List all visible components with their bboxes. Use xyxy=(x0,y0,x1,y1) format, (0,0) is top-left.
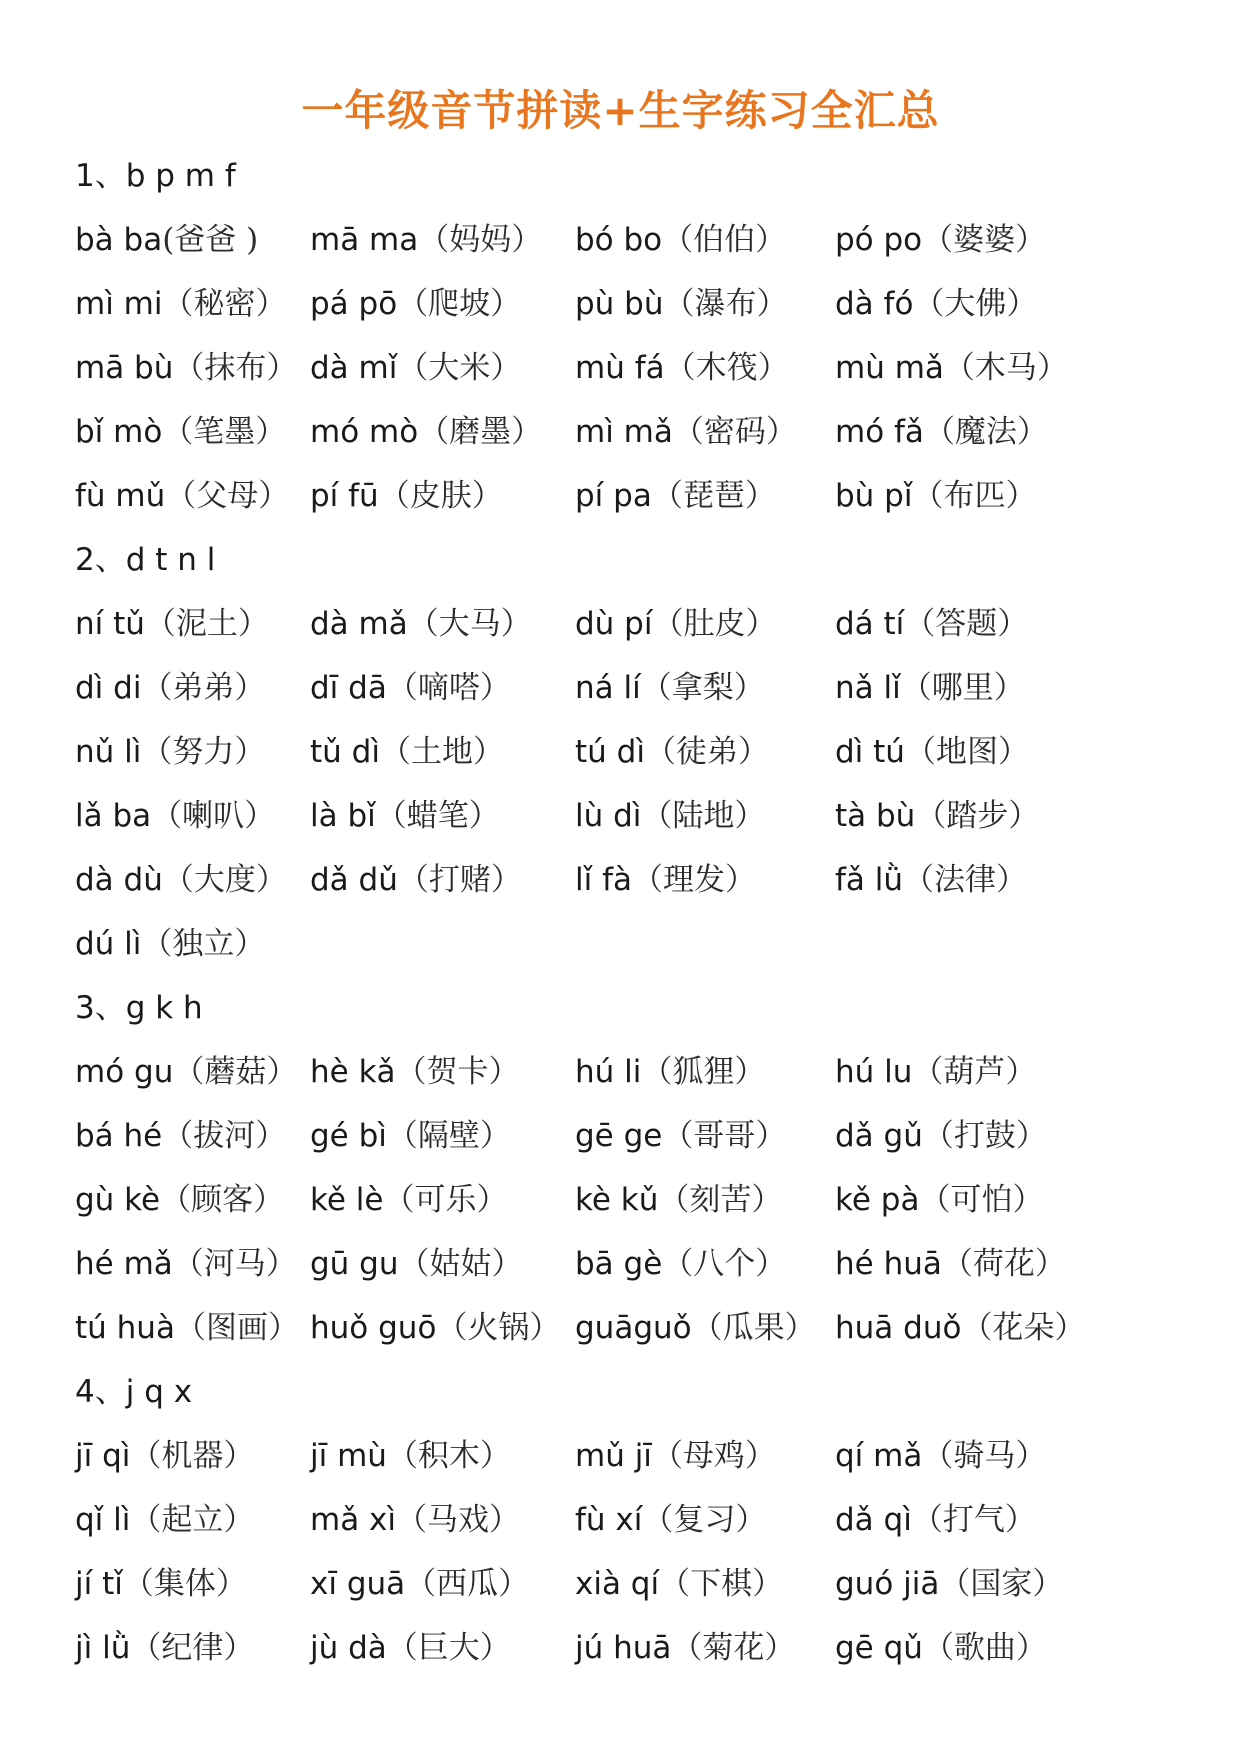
hanzi-text: （弟弟） xyxy=(141,670,266,706)
hanzi-text: （泥土） xyxy=(144,606,269,642)
pinyin-text: mì mi xyxy=(75,286,163,322)
hanzi-text: （魔法） xyxy=(923,414,1048,450)
word-entry xyxy=(835,1242,1066,1286)
hanzi-text: （琵琶） xyxy=(651,478,776,514)
word-entry xyxy=(835,282,1037,326)
hanzi-text: （马戏） xyxy=(396,1502,521,1538)
hanzi-text: （荷花） xyxy=(941,1246,1066,1282)
word-entry xyxy=(575,218,786,262)
pinyin-text: hé mǎ xyxy=(75,1246,173,1282)
section-heading: 4、j q x xyxy=(75,1374,193,1410)
pinyin-text: gē ge xyxy=(575,1118,663,1154)
word-entry xyxy=(310,794,500,838)
hanzi-text: （答题） xyxy=(904,606,1029,642)
word-entry xyxy=(310,282,521,326)
hanzi-text: （姑姑） xyxy=(398,1246,523,1282)
word-row xyxy=(75,730,1195,774)
pinyin-text: tà bù xyxy=(835,798,916,834)
word-entry xyxy=(835,794,1039,838)
word-row xyxy=(75,1498,1195,1542)
word-entry xyxy=(310,410,542,454)
word-entry xyxy=(75,1050,297,1094)
pinyin-text: mā bù xyxy=(75,350,174,386)
pinyin-text: hé huā xyxy=(835,1246,942,1282)
pinyin-text: tú dì xyxy=(575,734,645,770)
word-row xyxy=(75,1434,1195,1478)
word-entry xyxy=(835,666,1025,710)
hanzi-text: （大度） xyxy=(162,862,287,898)
section-heading: 1、b p m f xyxy=(75,158,236,194)
pinyin-text: mā ma xyxy=(310,222,419,258)
word-entry xyxy=(75,410,286,454)
pinyin-text: dà fó xyxy=(835,286,914,322)
hanzi-text: （隔壁） xyxy=(386,1118,511,1154)
word-entry xyxy=(75,1306,299,1350)
hanzi-text: （拿梨） xyxy=(640,670,765,706)
pinyin-text: fù xí xyxy=(575,1502,643,1538)
hanzi-text: （复习） xyxy=(642,1502,767,1538)
word-entry xyxy=(835,730,1029,774)
word-entry xyxy=(835,1434,1046,1478)
hanzi-text: （蜡笔） xyxy=(375,798,500,834)
hanzi-text: （婆婆） xyxy=(922,222,1047,258)
pinyin-text: mó mò xyxy=(310,414,419,450)
word-row xyxy=(75,922,1195,966)
word-entry xyxy=(310,858,522,902)
hanzi-text: （独立） xyxy=(141,926,266,962)
hanzi-text: （歌曲） xyxy=(922,1630,1047,1666)
pinyin-text: hú lu xyxy=(835,1054,913,1090)
hanzi-text: （皮肤） xyxy=(378,478,503,514)
word-entry xyxy=(575,858,756,902)
pinyin-text: nǔ lì xyxy=(75,734,142,770)
word-entry xyxy=(75,666,265,710)
pinyin-text: guó jiā xyxy=(835,1566,940,1602)
word-row xyxy=(75,1562,1195,1606)
hanzi-text: （努力） xyxy=(141,734,266,770)
word-entry xyxy=(575,282,788,326)
hanzi-text: （瓜果） xyxy=(691,1310,816,1346)
word-entry xyxy=(835,1178,1043,1222)
hanzi-text: （木筏） xyxy=(664,350,789,386)
hanzi-text: （西瓜） xyxy=(405,1566,530,1602)
pinyin-text: tǔ dì xyxy=(310,734,380,770)
hanzi-text: （陆地） xyxy=(641,798,766,834)
word-entry xyxy=(310,346,521,390)
pinyin-text: nǎ lǐ xyxy=(835,670,901,706)
word-entry xyxy=(310,1178,507,1222)
word-row xyxy=(75,1626,1195,1670)
pinyin-text: jì lǜ xyxy=(75,1630,131,1666)
word-entry xyxy=(310,730,504,774)
pinyin-text: dī dā xyxy=(310,670,387,706)
pinyin-text: dú lì xyxy=(75,926,142,962)
pinyin-text: pí pa xyxy=(575,478,652,514)
hanzi-text: （打鼓） xyxy=(922,1118,1047,1154)
hanzi-text: （肚皮） xyxy=(652,606,777,642)
word-entry xyxy=(75,218,258,262)
word-entry xyxy=(75,602,269,646)
hanzi-text: （火锅） xyxy=(436,1310,561,1346)
word-entry xyxy=(75,1178,284,1222)
hanzi-text: （伯伯） xyxy=(662,222,787,258)
pinyin-text: gē qǔ xyxy=(835,1630,923,1666)
pinyin-text: mó fǎ xyxy=(835,414,924,450)
word-entry xyxy=(310,666,511,710)
hanzi-text: （花朵） xyxy=(961,1310,1086,1346)
hanzi-text: （国家） xyxy=(939,1566,1064,1602)
word-entry xyxy=(310,218,542,262)
word-entry xyxy=(75,730,265,774)
word-entry xyxy=(310,1626,511,1670)
pinyin-text: xià qí xyxy=(575,1566,660,1602)
word-entry xyxy=(75,474,289,518)
pinyin-text: gé bì xyxy=(310,1118,387,1154)
hanzi-text: （徒弟） xyxy=(644,734,769,770)
pinyin-text: dà mǎ xyxy=(310,606,408,642)
pinyin-text: gù kè xyxy=(75,1182,161,1218)
word-entry xyxy=(310,1306,560,1350)
hanzi-text: （河马） xyxy=(172,1246,297,1282)
hanzi-text: （布匹） xyxy=(912,478,1037,514)
word-row xyxy=(75,346,1195,390)
word-entry xyxy=(835,1306,1085,1350)
hanzi-text: （刻苦） xyxy=(658,1182,783,1218)
hanzi-text: （土地） xyxy=(379,734,504,770)
word-entry xyxy=(310,474,503,518)
hanzi-text: （母鸡） xyxy=(651,1438,776,1474)
pinyin-text: fǎ lǜ xyxy=(835,862,904,898)
word-entry xyxy=(575,1178,782,1222)
word-entry xyxy=(575,1114,786,1158)
pinyin-text: dà mǐ xyxy=(310,350,398,386)
hanzi-text: （积木） xyxy=(386,1438,511,1474)
word-entry xyxy=(835,1498,1036,1542)
hanzi-text: （打赌） xyxy=(397,862,522,898)
pinyin-text: qǐ lì xyxy=(75,1502,131,1538)
word-entry xyxy=(75,1114,286,1158)
pinyin-text: pù bù xyxy=(575,286,664,322)
hanzi-text: （哥哥） xyxy=(662,1118,787,1154)
word-entry xyxy=(575,1498,766,1542)
hanzi-text: （菊花） xyxy=(671,1630,796,1666)
word-entry xyxy=(75,1626,254,1670)
word-entry xyxy=(575,1306,816,1350)
word-row xyxy=(75,858,1195,902)
hanzi-text: （密码） xyxy=(672,414,797,450)
pinyin-text: dǎ qì xyxy=(835,1502,912,1538)
hanzi-text: （爬坡） xyxy=(397,286,522,322)
word-entry xyxy=(575,410,797,454)
hanzi-text: （瀑布） xyxy=(663,286,788,322)
word-entry xyxy=(575,666,765,710)
hanzi-text: （集体） xyxy=(122,1566,247,1602)
hanzi-text: （秘密） xyxy=(162,286,287,322)
hanzi-text: (爸爸 ) xyxy=(162,222,259,258)
pinyin-text: mǎ xì xyxy=(310,1502,397,1538)
pinyin-text: dì tú xyxy=(835,734,905,770)
hanzi-text: （可怕） xyxy=(919,1182,1044,1218)
word-entry xyxy=(575,1626,795,1670)
pinyin-text: dá tí xyxy=(835,606,905,642)
word-row xyxy=(75,666,1195,710)
word-entry xyxy=(75,346,297,390)
hanzi-text: （葫芦） xyxy=(912,1054,1037,1090)
pinyin-text: là bǐ xyxy=(310,798,376,834)
hanzi-text: （拔河） xyxy=(162,1118,287,1154)
pinyin-text: jú huā xyxy=(575,1630,672,1666)
pinyin-text: tú huà xyxy=(75,1310,175,1346)
pinyin-text: dǎ dǔ xyxy=(310,862,398,898)
word-entry xyxy=(835,1562,1063,1606)
hanzi-text: （哪里） xyxy=(900,670,1025,706)
word-entry xyxy=(575,602,776,646)
pinyin-text: xī guā xyxy=(310,1566,406,1602)
word-entry xyxy=(310,1562,529,1606)
word-entry xyxy=(310,1498,520,1542)
pinyin-text: pó po xyxy=(835,222,923,258)
word-entry xyxy=(835,1626,1047,1670)
pinyin-text: mù fá xyxy=(575,350,665,386)
section-heading: 3、g k h xyxy=(75,990,203,1026)
word-entry xyxy=(310,1434,511,1478)
word-row xyxy=(75,282,1195,326)
word-entry xyxy=(575,794,765,838)
word-row xyxy=(75,474,1195,518)
pinyin-text: guāguǒ xyxy=(575,1310,692,1346)
hanzi-text: （踏步） xyxy=(915,798,1040,834)
hanzi-text: （八个） xyxy=(662,1246,787,1282)
hanzi-text: （大米） xyxy=(397,350,522,386)
word-row xyxy=(75,602,1195,646)
word-row xyxy=(75,1050,1195,1094)
hanzi-text: （狐狸） xyxy=(641,1054,766,1090)
hanzi-text: （机器） xyxy=(130,1438,255,1474)
hanzi-text: （下棋） xyxy=(659,1566,784,1602)
word-entry xyxy=(75,1242,297,1286)
pinyin-text: jí tǐ xyxy=(75,1566,123,1602)
pinyin-text: fù mǔ xyxy=(75,478,166,514)
pinyin-text: dǎ gǔ xyxy=(835,1118,923,1154)
pinyin-text: bó bo xyxy=(575,222,663,258)
word-entry xyxy=(75,794,275,838)
hanzi-text: （骑马） xyxy=(922,1438,1047,1474)
word-entry xyxy=(75,1562,247,1606)
pinyin-text: bù pǐ xyxy=(835,478,913,514)
hanzi-text: （妈妈） xyxy=(418,222,543,258)
word-row xyxy=(75,794,1195,838)
word-row xyxy=(75,1242,1195,1286)
pinyin-text: lù dì xyxy=(575,798,642,834)
hanzi-text: （理发） xyxy=(632,862,756,898)
hanzi-text: （嘀嗒） xyxy=(386,670,511,706)
pinyin-text: lǎ ba xyxy=(75,798,152,834)
hanzi-text: （贺卡） xyxy=(395,1054,520,1090)
word-entry xyxy=(835,1050,1036,1094)
hanzi-text: （抹布） xyxy=(173,350,298,386)
word-entry xyxy=(575,474,776,518)
pinyin-text: mì mǎ xyxy=(575,414,673,450)
pinyin-text: bà ba xyxy=(75,222,163,258)
word-entry xyxy=(835,218,1046,262)
word-entry xyxy=(310,1242,523,1286)
hanzi-text: （地图） xyxy=(904,734,1029,770)
hanzi-text: （巨大） xyxy=(386,1630,511,1666)
hanzi-text: （打气） xyxy=(911,1502,1036,1538)
hanzi-text: （蘑菇） xyxy=(173,1054,298,1090)
hanzi-text: （可乐） xyxy=(383,1182,508,1218)
pinyin-text: huǒ guō xyxy=(310,1310,437,1346)
pinyin-text: lǐ fà xyxy=(575,862,632,898)
word-entry xyxy=(575,346,789,390)
word-entry xyxy=(310,1050,520,1094)
pinyin-text: qí mǎ xyxy=(835,1438,923,1474)
word-entry xyxy=(75,1498,254,1542)
word-row xyxy=(75,1178,1195,1222)
pinyin-text: mù mǎ xyxy=(835,350,944,386)
hanzi-text: （法律） xyxy=(903,862,1028,898)
pinyin-text: ní tǔ xyxy=(75,606,145,642)
word-entry xyxy=(575,730,769,774)
word-entry xyxy=(835,602,1028,646)
pinyin-text: dà dù xyxy=(75,862,163,898)
word-entry xyxy=(310,1114,511,1158)
pinyin-text: gū gu xyxy=(310,1246,399,1282)
hanzi-text: （笔墨） xyxy=(162,414,287,450)
pinyin-text: kě lè xyxy=(310,1182,384,1218)
hanzi-text: （喇叭） xyxy=(151,798,276,834)
pinyin-text: bá hé xyxy=(75,1118,163,1154)
pinyin-text: dù pí xyxy=(575,606,653,642)
word-entry xyxy=(835,1114,1047,1158)
pinyin-text: hè kǎ xyxy=(310,1054,396,1090)
pinyin-text: dì di xyxy=(75,670,142,706)
pinyin-text: pá pō xyxy=(310,286,398,322)
pinyin-text: jī mù xyxy=(310,1438,387,1474)
hanzi-text: （起立） xyxy=(130,1502,255,1538)
pinyin-text: jī qì xyxy=(75,1438,131,1474)
word-entry xyxy=(835,474,1036,518)
word-entry xyxy=(575,1562,783,1606)
hanzi-text: （顾客） xyxy=(160,1182,285,1218)
pinyin-text: kè kǔ xyxy=(575,1182,659,1218)
pinyin-text: jù dà xyxy=(310,1630,387,1666)
hanzi-text: （图画） xyxy=(174,1310,299,1346)
word-entry xyxy=(75,922,265,966)
pinyin-text: hú li xyxy=(575,1054,642,1090)
pinyin-text: huā duǒ xyxy=(835,1310,962,1346)
word-entry xyxy=(75,1434,254,1478)
section-heading: 2、d t n l xyxy=(75,542,216,578)
pinyin-text: pí fū xyxy=(310,478,379,514)
word-row xyxy=(75,410,1195,454)
pinyin-text: kě pà xyxy=(835,1182,920,1218)
pinyin-text: ná lí xyxy=(575,670,641,706)
word-entry xyxy=(575,1242,786,1286)
page-title: 一年级音节拼读+生字练习全汇总 xyxy=(301,86,940,135)
word-entry xyxy=(75,858,287,902)
pinyin-text: bā gè xyxy=(575,1246,663,1282)
hanzi-text: （大马） xyxy=(407,606,532,642)
word-entry xyxy=(575,1050,765,1094)
hanzi-text: （木马） xyxy=(943,350,1068,386)
hanzi-text: （磨墨） xyxy=(418,414,543,450)
word-entry xyxy=(310,602,532,646)
word-entry xyxy=(835,858,1027,902)
word-entry xyxy=(835,346,1068,390)
pinyin-text: bǐ mò xyxy=(75,414,163,450)
word-entry xyxy=(75,282,286,326)
pinyin-text: mó gu xyxy=(75,1054,174,1090)
hanzi-text: （父母） xyxy=(165,478,290,514)
word-entry xyxy=(835,410,1048,454)
hanzi-text: （纪律） xyxy=(130,1630,255,1666)
pinyin-text: mǔ jī xyxy=(575,1438,652,1474)
hanzi-text: （大佛） xyxy=(913,286,1038,322)
word-row xyxy=(75,218,1195,262)
word-entry xyxy=(575,1434,776,1478)
word-row xyxy=(75,1306,1195,1350)
word-row xyxy=(75,1114,1195,1158)
